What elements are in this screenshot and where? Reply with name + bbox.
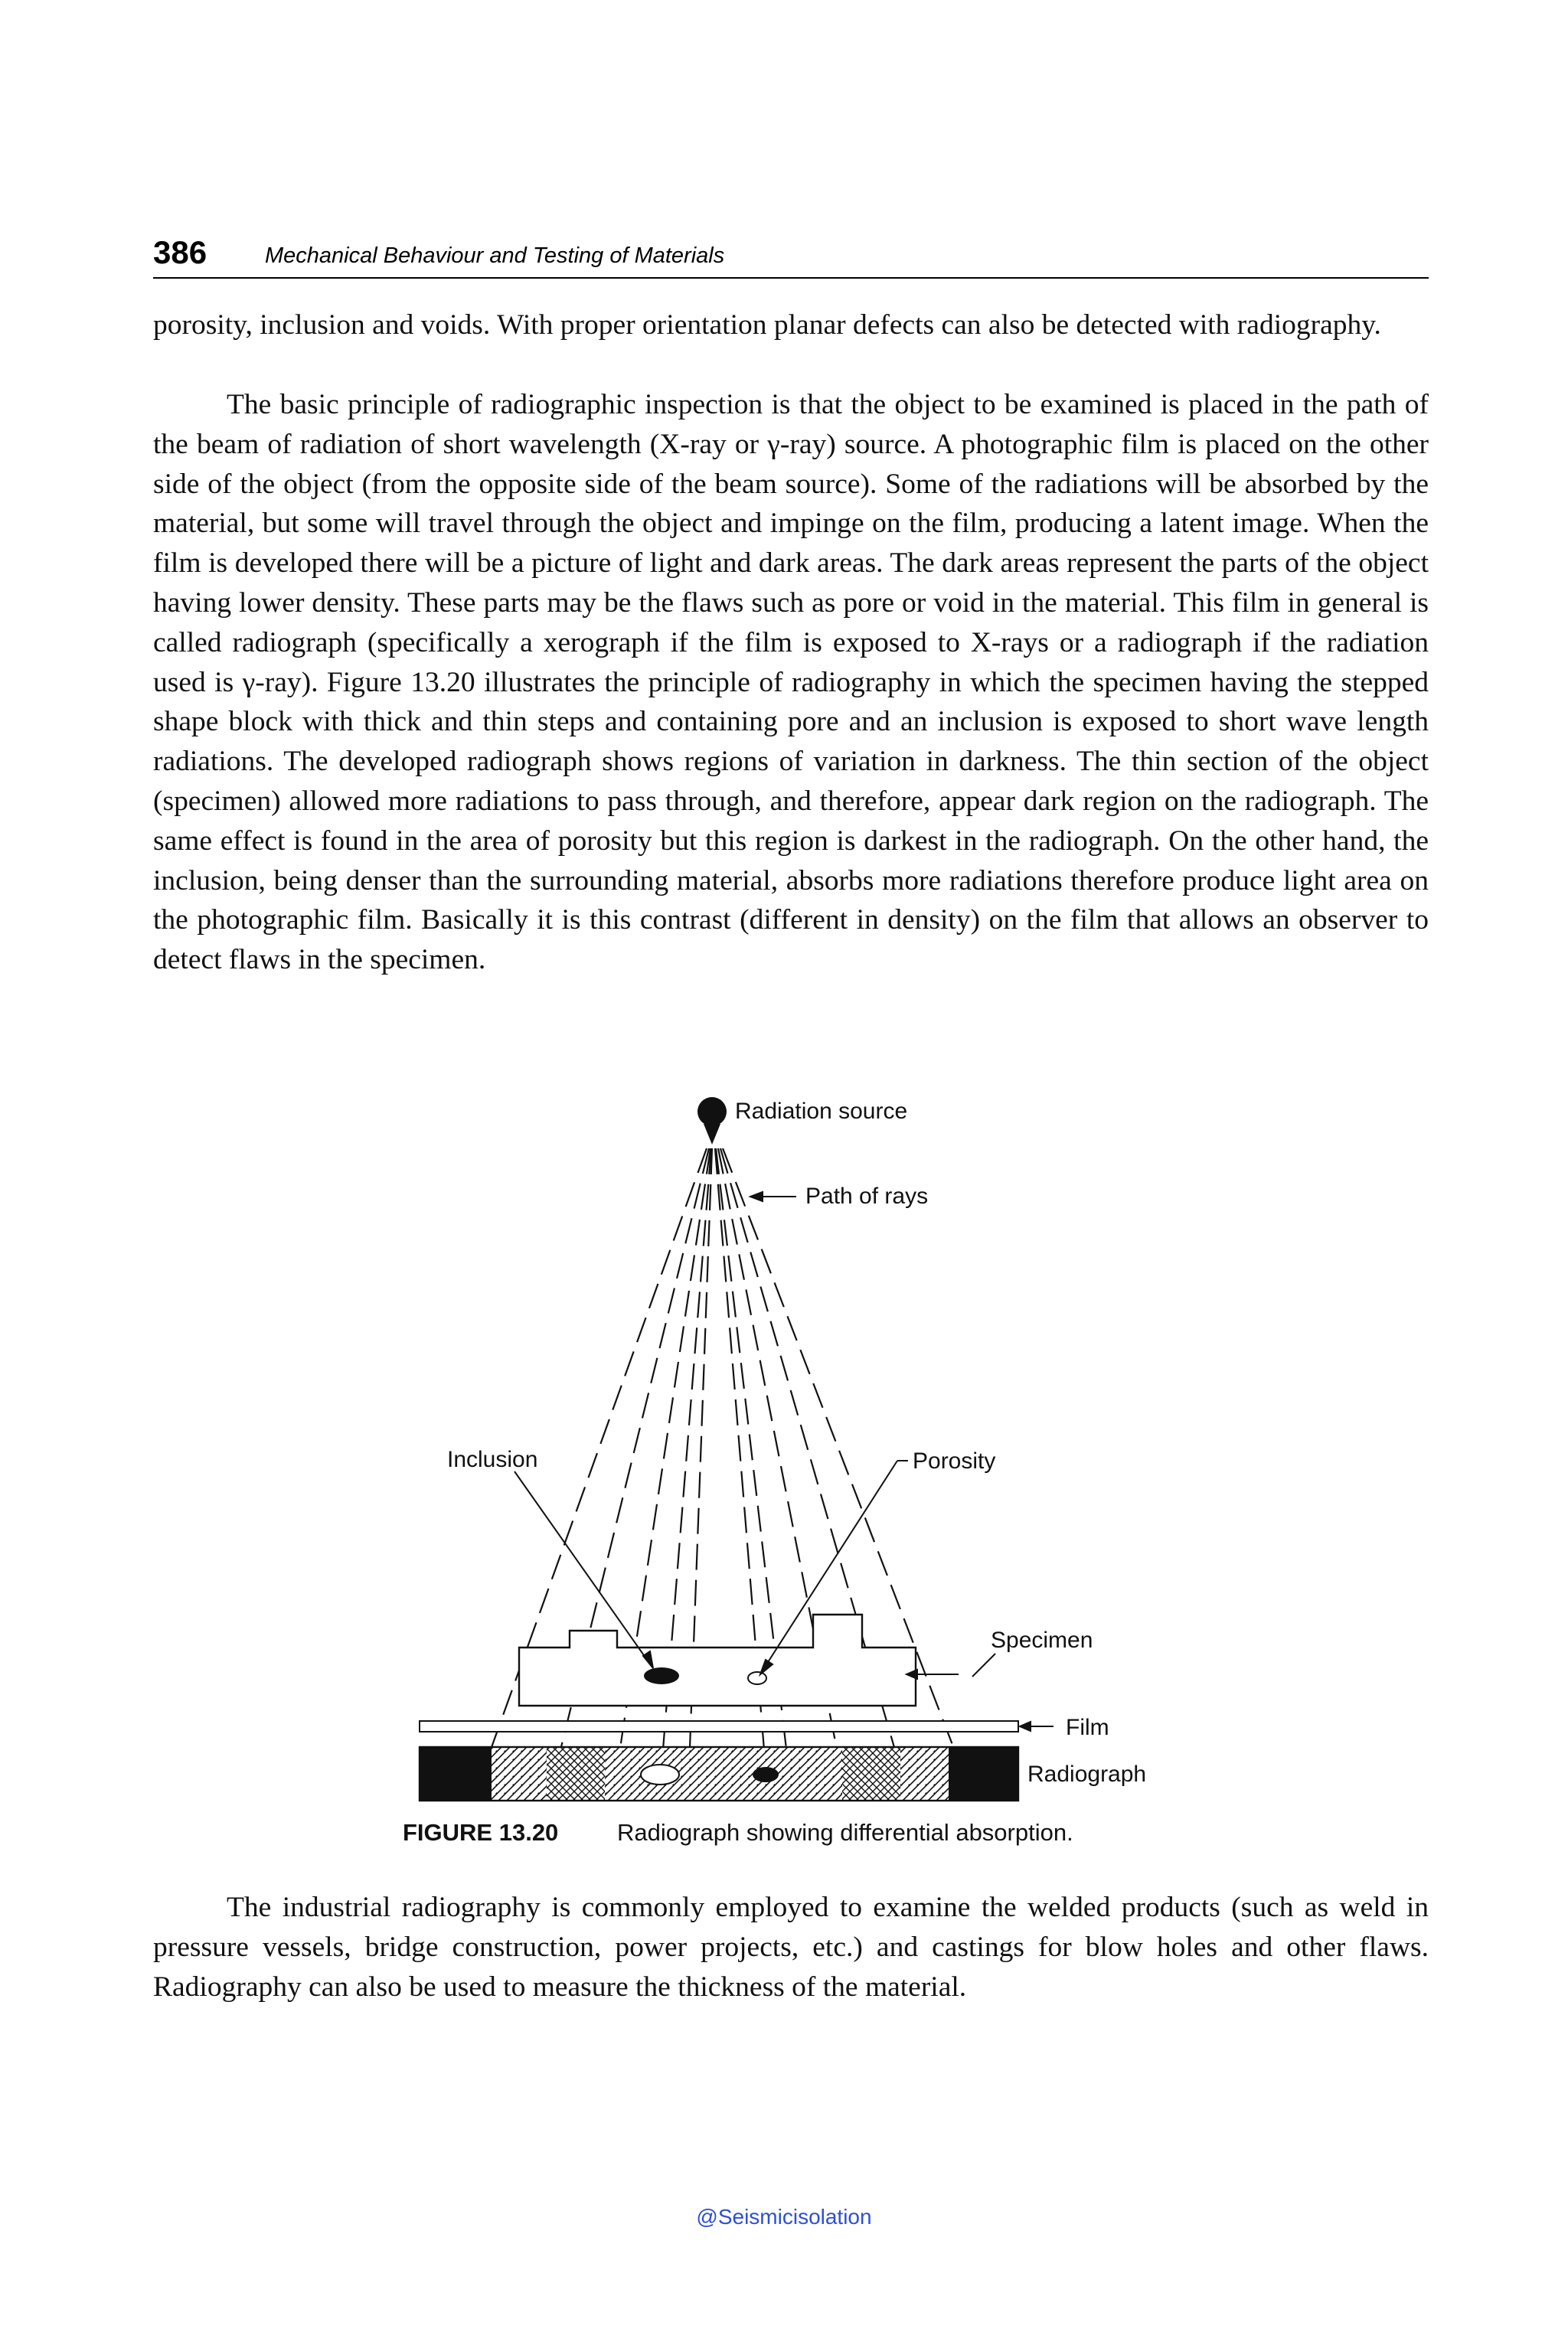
specimen-label-leader [972, 1654, 995, 1677]
running-title: Mechanical Behaviour and Testing of Materials [265, 243, 725, 268]
porosity-label: Porosity [913, 1448, 996, 1474]
paragraph-radiographic-principle: The basic principle of radiographic inspection is that the object to be examined is placed in the path of the beam of radiation of short wavelength (X-ray or γ-ray) source. A photographic film is placed on the other side of the object (from the opposite side of the beam source). Some of the radiations will be absorbed by the material, but some will travel through the object and impinge on the film, producing a latent image. When the film is developed there will be a picture of light and dark areas. The dark areas represent the parts of the object having lower density. These parts may be the flaws such as pore or void in the material. This film in general is called radiograph (specifically a xerograph if the film is exposed to X-rays or a radiograph if the radiation used is γ-ray). Figure 13.20 illustrates the principle of radiography in which the specimen having the stepped shape block with thick and thin steps and containing pore and an inclusion is exposed to short wave length radiations. The developed radiograph shows regions of variation in darkness. The thin section of the object (specimen) allowed more radiations to pass through, and therefore, appear dark region on the radiograph. The same effect is found in the area of porosity but this region is darkest in the radiograph. On the other hand, the inclusion, being denser than the surrounding material, absorbs more radiations therefore produce light area on the photographic film. Basically it is this contrast (different in density) on the film that allows an observer to detect flaws in the specimen. [153, 389, 1429, 976]
paragraph-industrial-radiography: The industrial radiography is commonly employed to examine the welded products (such as weld in pressure vessels, bridge construction, power projects, etc.) and castings for blow holes and other flaws. Radiography can also be used to measure the thickness of the material. [153, 1892, 1429, 2003]
film-strip [420, 1721, 1018, 1732]
radiograph-strip [420, 1747, 1018, 1801]
specimen-block [519, 1615, 916, 1706]
inclusion-mark [644, 1667, 679, 1684]
figure-caption-number: FIGURE 13.20 [403, 1819, 559, 1846]
inclusion-label: Inclusion [447, 1447, 538, 1472]
page-number: 386 [153, 234, 207, 270]
figure-caption-text: Radiograph showing differential absorption. [617, 1819, 1073, 1846]
specimen-label: Specimen [991, 1628, 1093, 1653]
path-of-rays-label: Path of rays [805, 1184, 929, 1209]
pore-mark [748, 1672, 766, 1684]
radiation-source-label: Radiation source [735, 1099, 908, 1124]
paragraph-continued: porosity, inclusion and voids. With proper orientation planar defects can also be detected with radiography. [153, 309, 1381, 341]
film-label: Film [1066, 1715, 1109, 1740]
path-of-rays-arrow-icon [750, 1192, 763, 1201]
film-arrow-icon [1020, 1722, 1031, 1731]
watermark-text: @Seismicisolation [696, 2205, 872, 2229]
radiograph-label: Radiograph [1027, 1762, 1147, 1787]
radiation-source-icon [697, 1097, 727, 1145]
